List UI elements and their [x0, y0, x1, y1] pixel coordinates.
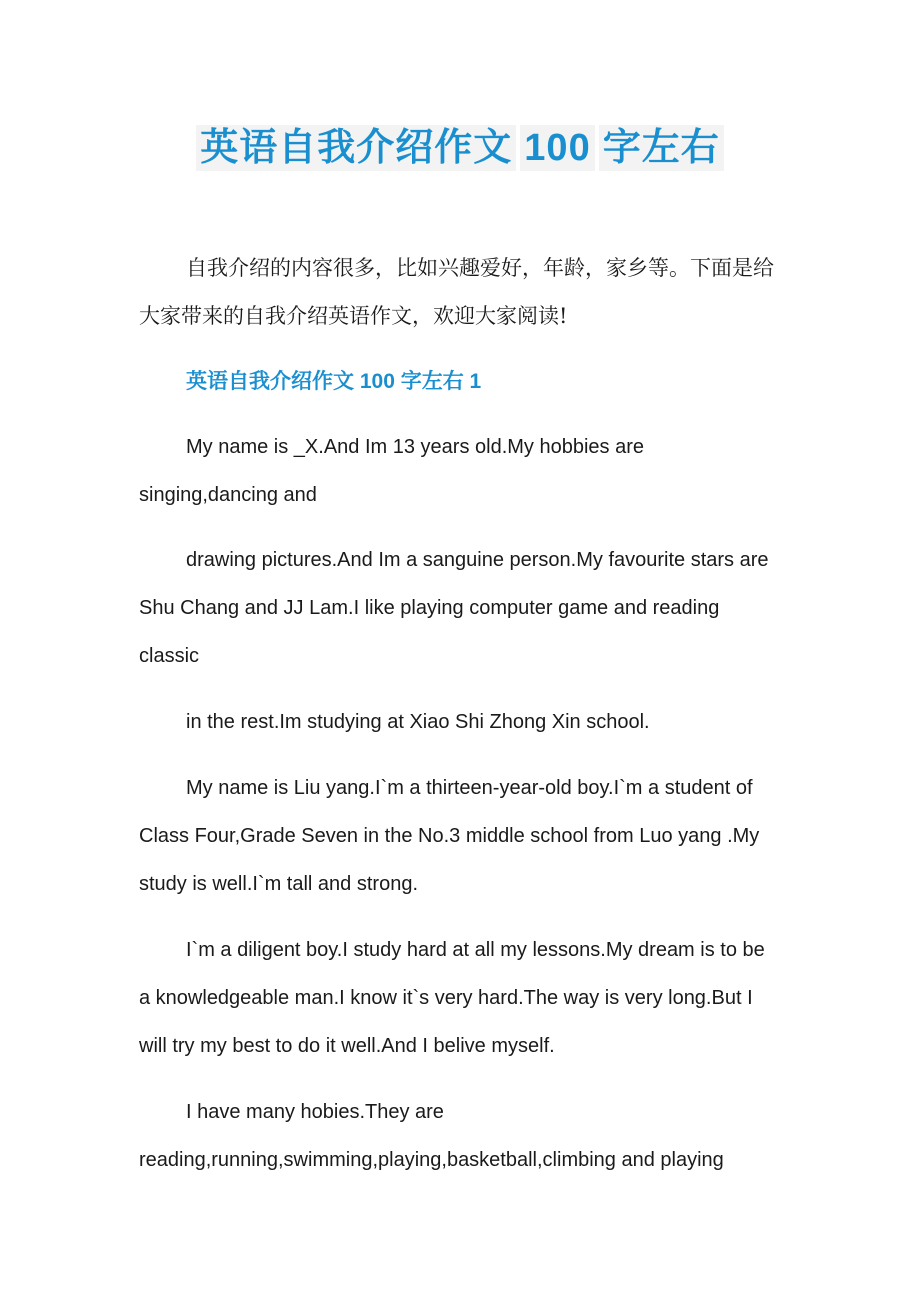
paragraph-5-block: [139, 926, 779, 1070]
paragraph-3-block: [139, 698, 779, 746]
paragraph-2: drawing pictures.And Im a sanguine person.My favourite stars are Shu Chang and JJ Lam.I like playing computer game and reading classic: [139, 549, 769, 667]
paragraph-1-block: [139, 423, 779, 519]
page-title: [0, 122, 920, 174]
title-part-2: 100: [520, 125, 594, 171]
intro-block: [139, 244, 779, 340]
paragraph-6-block: [139, 1088, 779, 1184]
paragraph-4-block: [139, 764, 779, 908]
paragraph-4: My name is Liu yang.I`m a thirteen-year-old boy.I`m a student of Class Four,Grade Seven in the No.3 middle school from Luo yang .My study is well.I`m tall and strong.: [139, 777, 760, 895]
paragraph-2-block: [139, 536, 779, 680]
intro-paragraph: 自我介绍的内容很多，比如兴趣爱好，年龄，家乡等。下面是给大家带来的自我介绍英语作文，欢迎大家阅读!: [139, 256, 774, 328]
paragraph-5: I`m a diligent boy.I study hard at all my lessons.My dream is to be a knowledgeable man.I know it`s very hard.The way is very long.But I will try my best to do it well.And I belive myself.: [139, 939, 765, 1057]
paragraph-3: in the rest.Im studying at Xiao Shi Zhong Xin school.: [186, 711, 650, 733]
paragraph-6: I have many hobies.They are reading,running,swimming,playing,basketball,climbing and playing: [139, 1101, 724, 1171]
section-heading: 英语自我介绍作文 100 字左右 1: [186, 370, 482, 393]
title-part-1: 英语自我介绍作文: [196, 125, 516, 171]
title-part-3: 字左右: [599, 125, 724, 171]
paragraph-1: My name is _X.And Im 13 years old.My hobbies are singing,dancing and: [139, 436, 644, 506]
